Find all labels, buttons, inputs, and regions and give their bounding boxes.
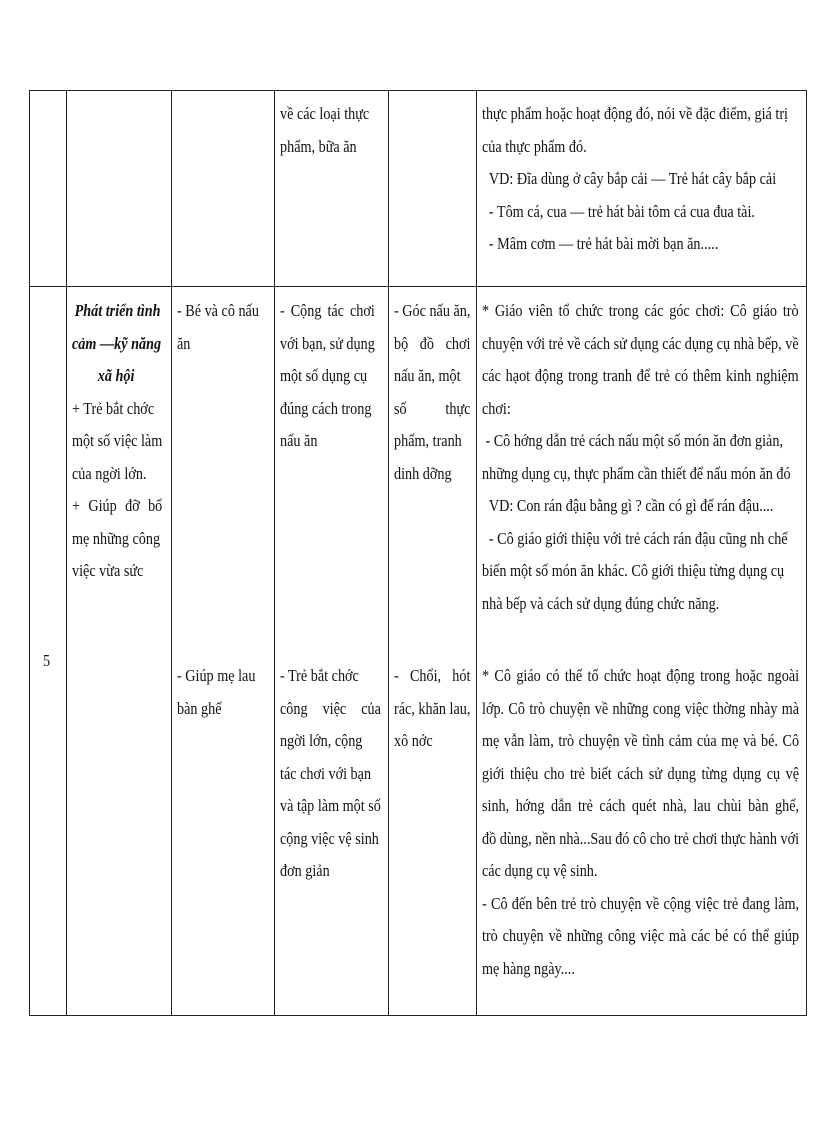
text-line: - Cộng tác chơi	[280, 301, 375, 320]
text-line: đồ dùng, nền nhà...Sau đó cô cho trẻ chơi thực hành với	[482, 828, 800, 848]
text-line: chơi:	[482, 398, 511, 418]
activity2-guide-cell	[482, 660, 799, 985]
goal-item-line: một số việc làm	[72, 431, 163, 450]
text-line: rác, khăn lau,	[394, 698, 471, 718]
text-line: VD: Con rán đậu bằng gì ? cần có gì để rán đậu....	[488, 496, 774, 515]
text-line: VD: Đĩa dùng ở cây bắp cải — Trẻ hát cây bắp cải	[488, 169, 777, 188]
text-line: các dụng cụ vệ sinh.	[482, 861, 598, 880]
activity1-materials-cell	[394, 295, 470, 490]
column-divider	[171, 90, 172, 1016]
text-line: giới thiệu cho trẻ biết cách sử dụng từng dụng cụ vệ	[482, 763, 800, 783]
text-line: với bạn, sử dụng	[280, 333, 375, 353]
text-line: thực phẩm hoặc hoạt động đó, nói về đặc điểm, giá trị	[482, 104, 788, 123]
text-line: - Mâm cơm — trẻ hát bài mời bạn ăn.....	[488, 234, 719, 253]
text-line: dinh dỡng	[394, 463, 452, 483]
table-border-top	[29, 90, 807, 91]
goal-item-line: việc vừa sức	[72, 561, 144, 580]
text-line: chuyện với trẻ về cách sử dụng các dụng cụ nhà bếp, về	[482, 333, 799, 353]
goal-item-line: + Trẻ bắt chớc	[72, 398, 155, 418]
text-line: mẹ vẫn làm, trò chuyện về tình cảm của mẹ và bé. Cô	[482, 731, 800, 750]
text-line: tác chơi với bạn	[280, 763, 372, 783]
column-divider	[274, 90, 275, 1016]
activity2-content-cell	[280, 660, 381, 888]
column-divider	[66, 90, 67, 1016]
text-line: xô nớc	[394, 731, 433, 750]
goal-title-line: xã hội	[97, 366, 135, 385]
text-line: nhà bếp và cách sử dụng đúng chức năng.	[482, 593, 720, 613]
text-line: mẹ hàng ngày....	[482, 958, 575, 978]
text-line: - Tôm cá, cua — trẻ hát bài tôm cá cua đua tài.	[488, 201, 755, 221]
text-line: ngời lớn, cộng	[280, 731, 363, 750]
text-line: - Cô đến bên trẻ trò chuyện về cộng việc trẻ đang làm,	[482, 893, 800, 913]
activity2-materials-cell	[394, 660, 470, 758]
text-line: nấu ăn	[280, 431, 318, 450]
text-line: ăn	[177, 333, 191, 353]
text-line: phẩm, tranh	[394, 431, 462, 450]
text-line: - Chổi, hót	[394, 666, 471, 685]
text-line: trò chuyện về những công việc mà các bé có thể giúp	[482, 926, 800, 945]
text-line: bàn ghế	[177, 698, 222, 718]
text-line: nấu ăn, một	[394, 366, 461, 385]
cont-guide-cell	[482, 98, 788, 261]
table-border-bottom	[29, 1015, 807, 1016]
text-line: - Cô hớng dẫn trẻ cách nấu một số món ăn đơn giản,	[485, 431, 784, 450]
text-line: của thực phẩm đó.	[482, 136, 587, 156]
text-line: đúng cách trong	[280, 398, 372, 418]
text-line: - Cô giáo giới thiệu với trẻ cách rán đậu cũng nh chế	[488, 528, 788, 548]
row-number-text: 5	[43, 651, 51, 670]
goal-title-line: Phát triển tình	[74, 301, 161, 320]
activity1-guide-cell	[482, 295, 799, 620]
text-line: - Góc nấu ăn,	[394, 301, 471, 320]
text-line: đơn giản	[280, 861, 330, 880]
text-line: những dụng cụ, thực phẩm cần thiết để nấu món ăn đó	[482, 463, 791, 483]
activity2-name-cell	[177, 660, 255, 725]
table-border-right	[806, 90, 807, 1016]
goal-title-line: cảm —kỹ năng	[72, 333, 162, 353]
text-line: bộ đồ chơi	[394, 333, 471, 353]
row-divider	[29, 286, 807, 287]
plan-table	[29, 90, 807, 1016]
goal-item-line: mẹ những công	[72, 528, 161, 548]
text-line: một số dụng cụ	[280, 366, 368, 385]
activity1-name-cell	[177, 295, 259, 360]
text-line: số thực	[394, 398, 471, 418]
text-line: biến một số món ăn khác. Cô giới thiệu từng dụng cụ	[482, 561, 785, 580]
text-line: lớp. Cô trò chuyện về những cong việc thờng nhày mà	[482, 698, 800, 718]
table-border-left	[29, 90, 30, 1016]
text-line: - Bé và cô nấu	[177, 301, 259, 320]
text-line: sinh, hớng dẫn trẻ cách quét nhà, lau chùi bàn ghế,	[482, 796, 800, 815]
activity1-content-cell	[280, 295, 375, 458]
column-divider	[476, 90, 477, 1016]
text-line: - Giúp mẹ lau	[177, 666, 256, 685]
cont-content-cell	[280, 98, 369, 163]
text-line: các hạot động trong tranh để trẻ có thêm kinh nghiệm	[482, 366, 799, 385]
row-number	[43, 645, 50, 678]
text-line: về các loại thực	[280, 104, 370, 123]
text-line: công việc của	[280, 698, 381, 718]
text-line: cộng việc vệ sinh	[280, 828, 379, 848]
text-line: - Trẻ bắt chớc	[280, 666, 359, 685]
column-divider	[388, 90, 389, 1016]
goal-item-line: của ngời lớn.	[72, 463, 147, 483]
text-line: * Giáo viên tổ chức trong các góc chơi: Cô giáo trò	[482, 301, 799, 320]
text-line: phẩm, bữa ăn	[280, 136, 357, 156]
text-line: * Cô giáo có thể tổ chức hoạt động trong hoặc ngoài	[482, 666, 800, 685]
goal-item-line: + Giúp đỡ bố	[72, 496, 163, 515]
goal-cell	[72, 295, 162, 588]
text-line: và tập làm một số	[280, 796, 381, 815]
